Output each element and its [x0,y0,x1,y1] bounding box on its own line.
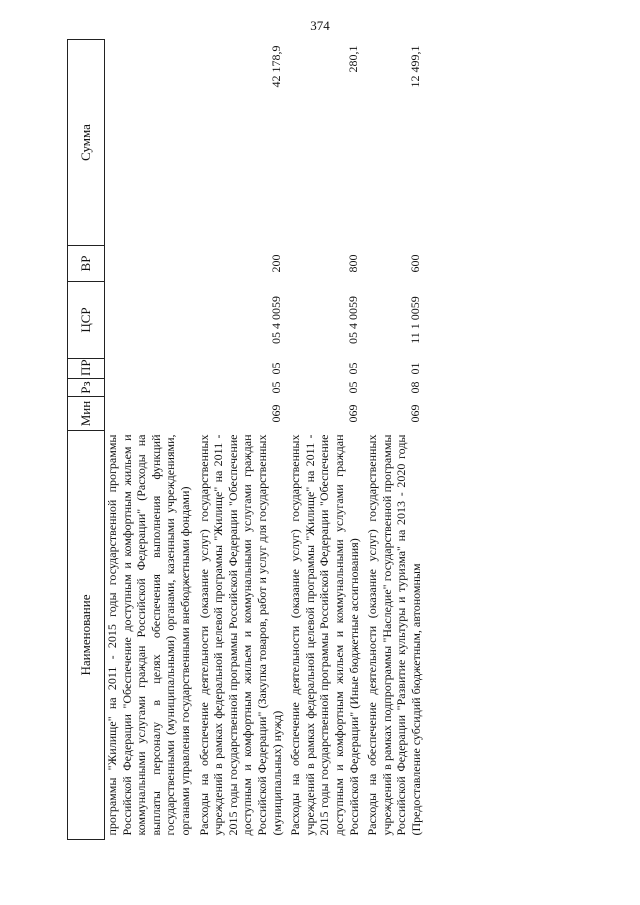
header-min: Мин [68,397,105,431]
row-rz [105,379,197,397]
row-vr: 800 [346,254,361,273]
row-name: программы "Жилище" на 2011 - 2015 годы государственной программы Российской Федерации "Обеспечение доступным и комфортным жильем и коммунальными услугами граждан Российской Федерации" (Расходы на выплаты персоналу в целях обеспечения выполнения функций государственными (муниципальными) органами, казенными учреждениями, органами управления государственными внебюджетными фондами) [105,434,192,836]
row-csr: 11 1 0059 [408,296,423,344]
header-rz: Рз [68,379,105,397]
table-row [197,40,289,840]
row-rz: 08 [408,381,423,394]
row-name: Расходы на обеспечение деятельности (оказание услуг) государственных учреждений в рамках федеральной целевой программы "Жилище" на 2011 - 2015 годы государственной программы Российской Федерации "Обеспечение доступным и комфортным жильем и коммунальными услугами граждан Российской Федерации" (Закупка товаров, работ и услуг для государственных (муниципальных) нужд) [196,434,284,836]
row-name: Расходы на обеспечение деятельности (оказание услуг) государственных учреждений в рамках федеральной целевой программы "Жилище" на 2011 - 2015 годы государственной программы Российской Федерации "Обеспечение доступным и комфортным жильем и коммунальными услугами граждан Российской Федерации" (Иные бюджетные ассигнования) [288,434,361,836]
row-vr [105,246,197,282]
page-number: 374 [310,18,330,33]
budget-table [67,39,427,840]
row-pr: 05 [269,362,284,375]
row-min: 069 [408,404,423,423]
row-vr: 200 [269,254,284,273]
row-name: Расходы на обеспечение деятельности (оказание услуг) государственных учреждений в рамках подпрограммы "Наследие" государственной программы Российской Федерации "Развитие культуры и туризма" на 2013 - 2020 годы (Предоставление субсидий бюджетным, автономным [365,434,423,836]
table-row [365,40,427,840]
row-sum [105,40,197,246]
header-vr: ВР [68,246,105,282]
row-sum: 12 499,1 [408,45,423,88]
table-row [288,40,365,840]
header-sum: Сумма [68,40,105,246]
row-pr: 01 [408,362,423,375]
row-rz: 05 [269,381,284,394]
row-min: 069 [269,404,284,423]
row-sum: 280,1 [346,45,361,73]
header-csr: ЦСР [68,282,105,359]
row-min: 069 [346,404,361,423]
row-sum: 42 178,9 [269,45,284,88]
table-row [105,40,197,840]
row-vr: 600 [408,254,423,273]
row-csr: 05 4 0059 [269,296,284,344]
row-rz: 05 [346,381,361,394]
row-pr [105,359,197,379]
table-header-row [68,40,105,840]
header-name: Наименование [68,431,105,840]
rotated-budget-table [67,40,617,840]
row-csr [105,282,197,359]
header-pr: ПР [68,359,105,379]
row-csr: 05 4 0059 [346,296,361,344]
row-min [105,397,197,431]
row-pr: 05 [346,362,361,375]
